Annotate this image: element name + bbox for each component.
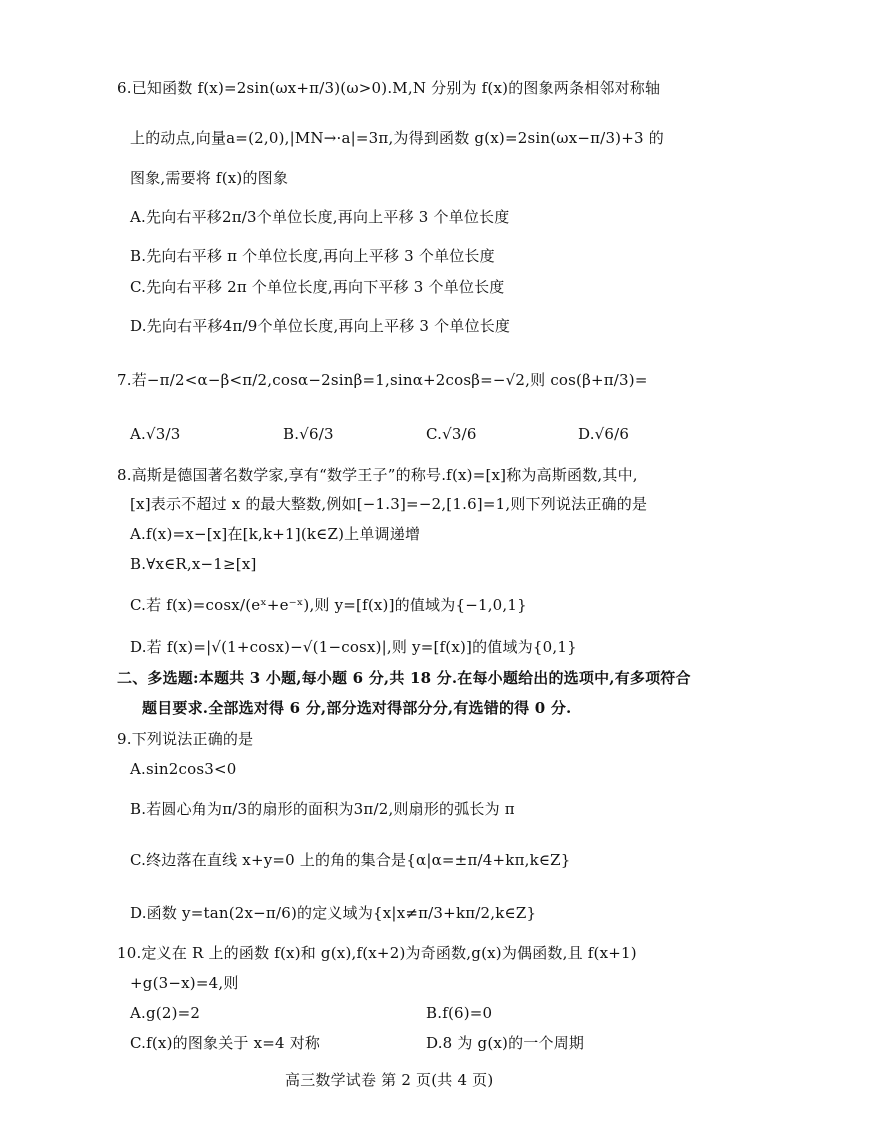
- q6-stem-line1: 6.已知函数 f(x)=2sin(ωx+π/3)(ω>0).M,N 分别为 f(x)的图象两条相邻对称轴: [117, 79, 661, 97]
- q10-stem-line1: 10.定义在 R 上的函数 f(x)和 g(x),f(x+2)为奇函数,g(x)为偶函数,且 f(x+1): [117, 944, 637, 962]
- page-footer: 高三数学试卷 第 2 页(共 4 页): [285, 1071, 494, 1089]
- q9-option-d: D.函数 y=tan(2x−π/6)的定义域为{x|x≠π/3+kπ/2,k∈Z}: [130, 904, 537, 922]
- q6-stem-line3: 图象,需要将 f(x)的图象: [130, 169, 289, 187]
- q8-stem-line1: 8.高斯是德国著名数学家,享有“数学王子”的称号.f(x)=[x]称为高斯函数,其中,: [117, 466, 638, 484]
- q6-option-c: C.先向右平移 2π 个单位长度,再向下平移 3 个单位长度: [130, 278, 505, 296]
- q7-option-a: A.√3/3: [130, 425, 181, 443]
- q9-stem: 9.下列说法正确的是: [117, 730, 254, 748]
- q10-option-d: D.8 为 g(x)的一个周期: [426, 1034, 585, 1052]
- q6-stem-line2: 上的动点,向量a=(2,0),|MN→·a|=3π,为得到函数 g(x)=2sin(ωx−π/3)+3 的: [130, 129, 664, 147]
- q10-stem-line2: +g(3−x)=4,则: [130, 974, 239, 992]
- q7-option-d: D.√6/6: [578, 425, 630, 443]
- q9-option-c: C.终边落在直线 x+y=0 上的角的集合是{α|α=±π/4+kπ,k∈Z}: [130, 851, 571, 869]
- q8-option-b: B.∀x∈R,x−1≥[x]: [130, 555, 257, 573]
- q7-stem: 7.若−π/2<α−β<π/2,cosα−2sinβ=1,sinα+2cosβ=−√2,则 cos(β+π/3)=: [117, 371, 648, 389]
- q6-option-a: A.先向右平移2π/3个单位长度,再向上平移 3 个单位长度: [130, 208, 510, 226]
- q10-option-a: A.g(2)=2: [130, 1004, 201, 1022]
- q8-option-d: D.若 f(x)=|√(1+cosx)−√(1−cosx)|,则 y=[f(x)]的值域为{0,1}: [130, 638, 577, 656]
- section2-heading-line1: 二、多选题:本题共 3 小题,每小题 6 分,共 18 分.在每小题给出的选项中,有多项符合: [117, 669, 691, 687]
- q10-option-b: B.f(6)=0: [426, 1004, 493, 1022]
- q7-option-c: C.√3/6: [426, 425, 477, 443]
- q7-option-b: B.√6/3: [283, 425, 334, 443]
- q8-option-c: C.若 f(x)=cosx/(eˣ+e⁻ˣ),则 y=[f(x)]的值域为{−1,0,1}: [130, 596, 527, 614]
- section2-heading-line2: 题目要求.全部选对得 6 分,部分选对得部分分,有选错的得 0 分.: [142, 699, 572, 717]
- q9-option-b: B.若圆心角为π/3的扇形的面积为3π/2,则扇形的弧长为 π: [130, 800, 515, 818]
- q6-option-d: D.先向右平移4π/9个单位长度,再向上平移 3 个单位长度: [130, 317, 511, 335]
- q8-stem-line2: [x]表示不超过 x 的最大整数,例如[−1.3]=−2,[1.6]=1,则下列说法正确的是: [130, 495, 648, 513]
- q8-option-a: A.f(x)=x−[x]在[k,k+1](k∈Z)上单调递增: [130, 525, 421, 543]
- q9-option-a: A.sin2cos3<0: [130, 760, 237, 778]
- q6-option-b: B.先向右平移 π 个单位长度,再向上平移 3 个单位长度: [130, 247, 495, 265]
- q10-option-c: C.f(x)的图象关于 x=4 对称: [130, 1034, 321, 1052]
